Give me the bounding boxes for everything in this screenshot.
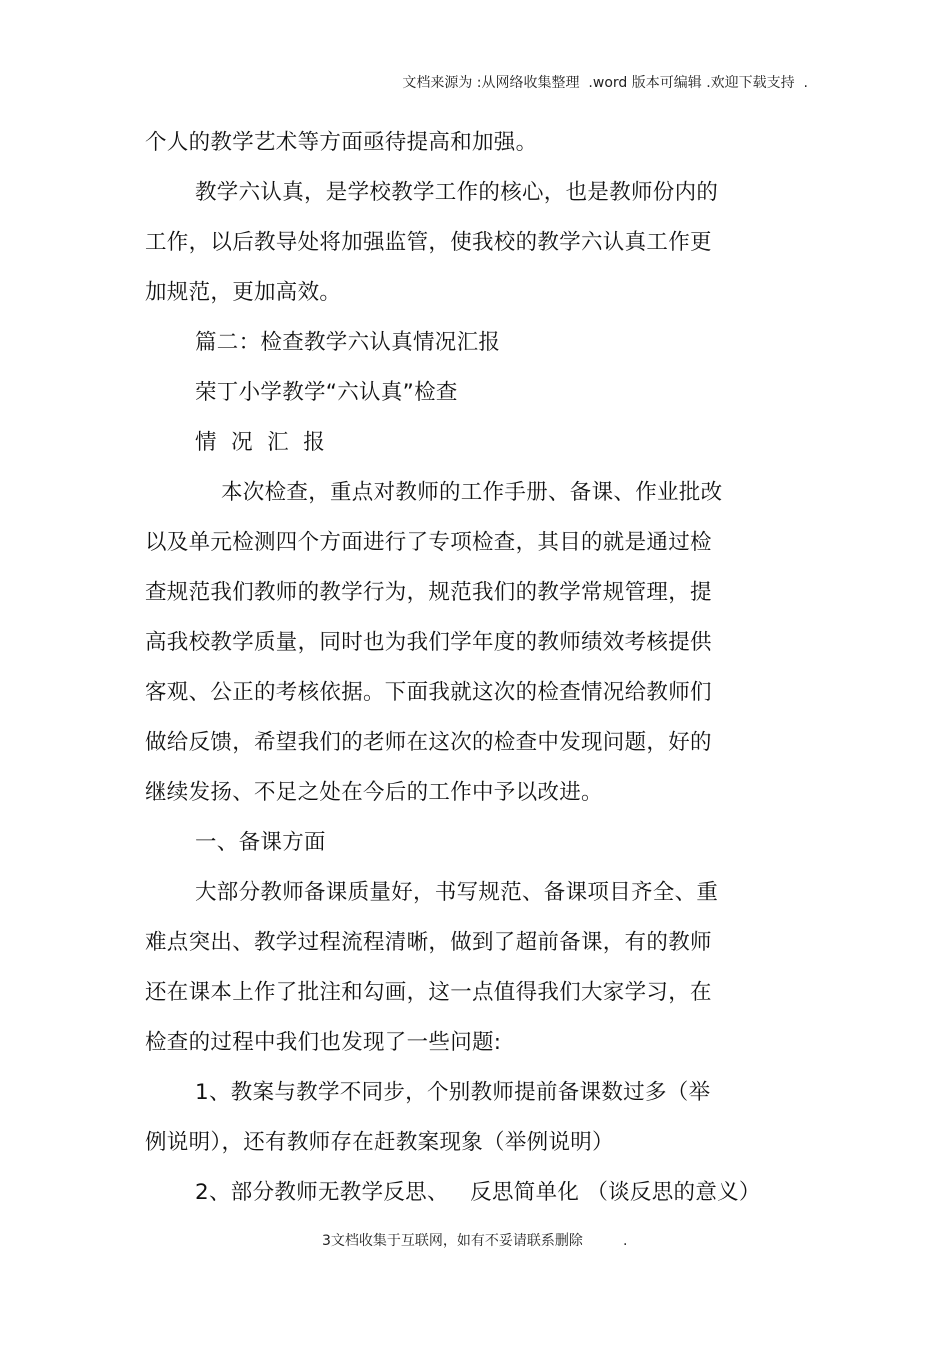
- text-line: 个人的教学艺术等方面亟待提高和加强。: [145, 130, 538, 155]
- text-line: 还在课本上作了批注和勾画，这一点值得我们大家学习，在: [145, 980, 712, 1005]
- text-line: 高我校教学质量，同时也为我们学年度的教师绩效考核提供: [145, 630, 712, 655]
- text-line: 加规范，更加高效。: [145, 280, 342, 305]
- report-title: 荣丁小学教学“六认真”检查: [195, 380, 458, 405]
- document-body: [145, 118, 765, 1218]
- page-header: 文档来源为 :从网络收集整理 .word 版本可编辑 .欢迎下载支持 .: [402, 75, 808, 91]
- text-line: 继续发扬、不足之处在今后的工作中予以改进。: [145, 780, 603, 805]
- page-footer: 3文档收集于互联网，如有不妥请联系删除 .: [322, 1233, 628, 1249]
- text-line: 大部分教师备课质量好，书写规范、备课项目齐全、重: [195, 880, 719, 905]
- text-line: 例说明），还有教师存在赶教案现象（举例说明）: [145, 1130, 614, 1155]
- list-item: 1、教案与教学不同步，个别教师提前备课数过多（举: [195, 1080, 711, 1105]
- text-line: 查规范我们教师的教学行为，规范我们的教学常规管理，提: [145, 580, 712, 605]
- section-heading: 篇二：检查教学六认真情况汇报: [195, 330, 501, 355]
- text-line: 本次检查，重点对教师的工作手册、备课、作业批改: [221, 480, 723, 505]
- text-line: 教学六认真，是学校教学工作的核心，也是教师份内的: [195, 180, 719, 205]
- report-subtitle: 情 况 汇 报: [195, 430, 326, 455]
- text-line: 检查的过程中我们也发现了一些问题:: [145, 1030, 502, 1055]
- text-line: 难点突出、教学过程流程清晰，做到了超前备课，有的教师: [145, 930, 712, 955]
- text-line: 以及单元检测四个方面进行了专项检查，其目的就是通过检: [145, 530, 712, 555]
- text-line: 工作，以后教导处将加强监管，使我校的教学六认真工作更: [145, 230, 712, 255]
- text-line: 客观、公正的考核依据。下面我就这次的检查情况给教师们: [145, 680, 712, 705]
- list-item: 2、部分教师无教学反思、 反思简单化 （谈反思的意义）: [195, 1180, 761, 1205]
- section-heading: 一、备课方面: [195, 830, 326, 855]
- text-line: 做给反馈，希望我们的老师在这次的检查中发现问题，好的: [145, 730, 712, 755]
